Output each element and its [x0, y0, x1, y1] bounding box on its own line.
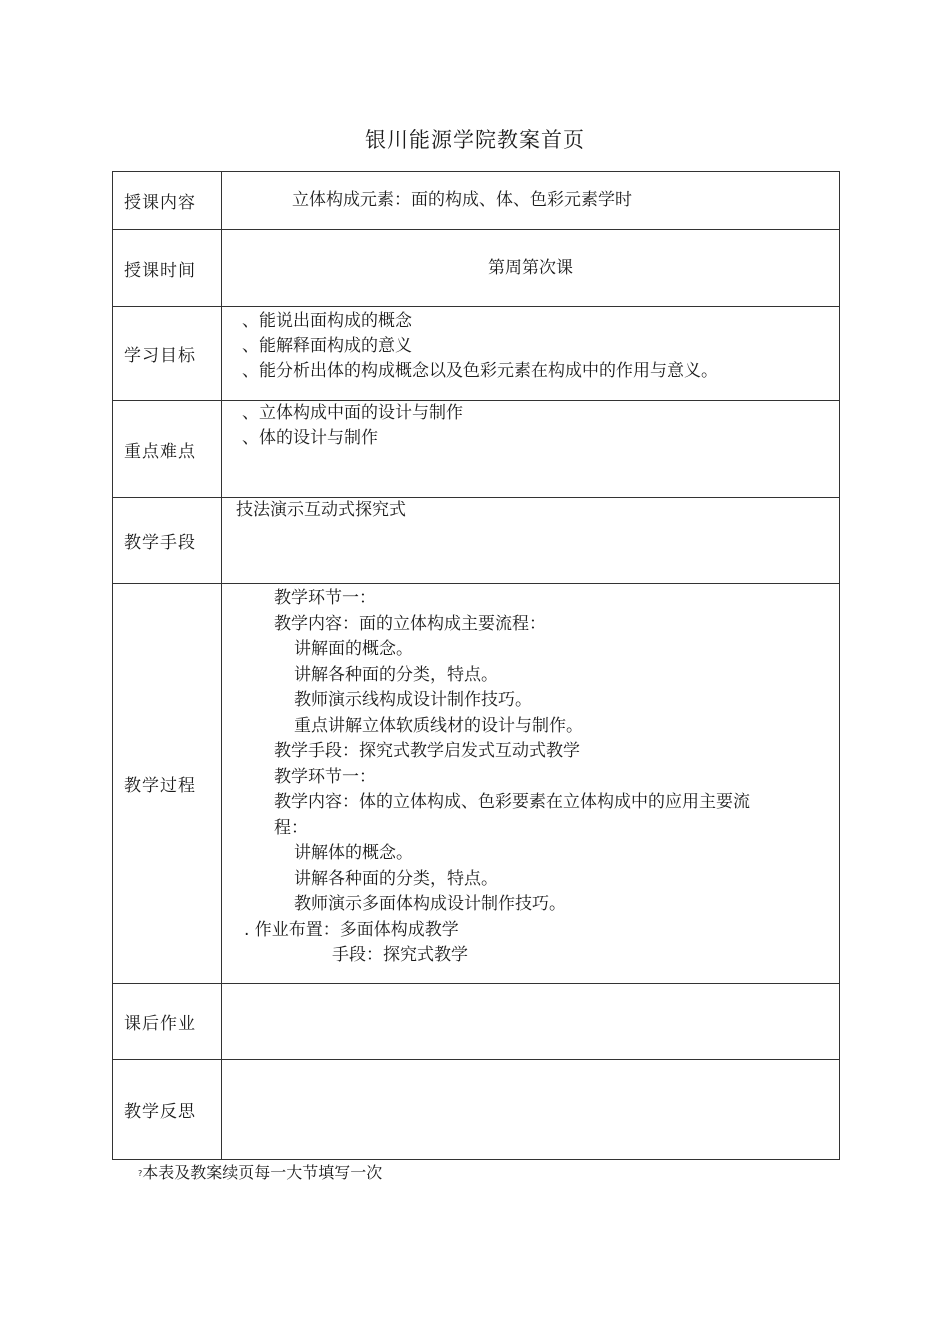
method-text: 技法演示互动式探究式 — [236, 500, 406, 520]
process-line: 教师演示线构成设计制作技巧。 — [294, 690, 532, 710]
cell-goals — [222, 307, 840, 401]
process-line: 程： — [274, 817, 308, 838]
cell-process — [222, 584, 840, 984]
label-process: 教学过程 — [113, 584, 222, 984]
process-line: 讲解体的概念。 — [294, 843, 413, 863]
key-line: 、立体构成中面的设计与制作 — [242, 403, 463, 423]
goal-line: 、能说出面构成的概念 — [242, 311, 412, 331]
cell-content — [222, 172, 840, 230]
label-key: 重点难点 — [113, 401, 222, 498]
label-time: 授课时间 — [113, 230, 222, 307]
process-line: 教师演示多面体构成设计制作技巧。 — [294, 894, 566, 914]
footnote-mark: ? — [138, 1169, 143, 1178]
row-key — [113, 401, 840, 498]
content-text: 立体构成元素：面的构成、体、色彩元素学时 — [292, 190, 632, 210]
row-method — [113, 498, 840, 584]
row-goals — [113, 307, 840, 401]
cell-method — [222, 498, 840, 584]
row-process — [113, 584, 840, 984]
cell-time — [222, 230, 840, 307]
label-content: 授课内容 — [113, 172, 222, 230]
label-method: 教学手段 — [113, 498, 222, 584]
label-goals: 学习目标 — [113, 307, 222, 401]
row-time — [113, 230, 840, 307]
process-line: 手段：探究式教学 — [332, 945, 468, 965]
process-line: 教学手段：探究式教学启发式互动式教学 — [274, 741, 580, 761]
cell-key — [222, 401, 840, 498]
lesson-plan-table — [112, 171, 840, 1160]
row-homework — [113, 984, 840, 1060]
label-homework: 课后作业 — [113, 984, 222, 1060]
goal-line: 、能分析出体的构成概念以及色彩元素在构成中的作用与意义。 — [242, 361, 718, 381]
process-line: 教学环节一： — [274, 588, 376, 608]
process-line: 教学内容：体的立体构成、色彩要素在立体构成中的应用主要流 — [274, 792, 750, 812]
time-text: 第周第次课 — [488, 257, 573, 278]
cell-homework — [222, 984, 840, 1060]
process-line: 讲解各种面的分类，特点。 — [294, 664, 498, 685]
goal-line: 、能解释面构成的意义 — [242, 336, 412, 356]
label-reflection: 教学反思 — [113, 1060, 222, 1160]
row-content — [113, 172, 840, 230]
process-line: 教学内容：面的立体构成主要流程： — [274, 613, 546, 634]
cell-reflection — [222, 1060, 840, 1160]
process-line: 教学环节一： — [274, 766, 376, 787]
process-line: 重点讲解立体软质线材的设计与制作。 — [294, 715, 583, 736]
page-title: 银川能源学院教案首页 — [365, 128, 585, 152]
row-reflection — [113, 1060, 840, 1160]
footnote-text: 本表及教案续页每一大节填写一次 — [142, 1163, 383, 1182]
key-line: 、体的设计与制作 — [242, 428, 378, 448]
process-line: 讲解面的概念。 — [294, 639, 413, 659]
footnote — [138, 1160, 382, 1183]
process-line: . 作业布置：多面体构成教学 — [244, 919, 459, 940]
process-line: 讲解各种面的分类，特点。 — [294, 868, 498, 889]
